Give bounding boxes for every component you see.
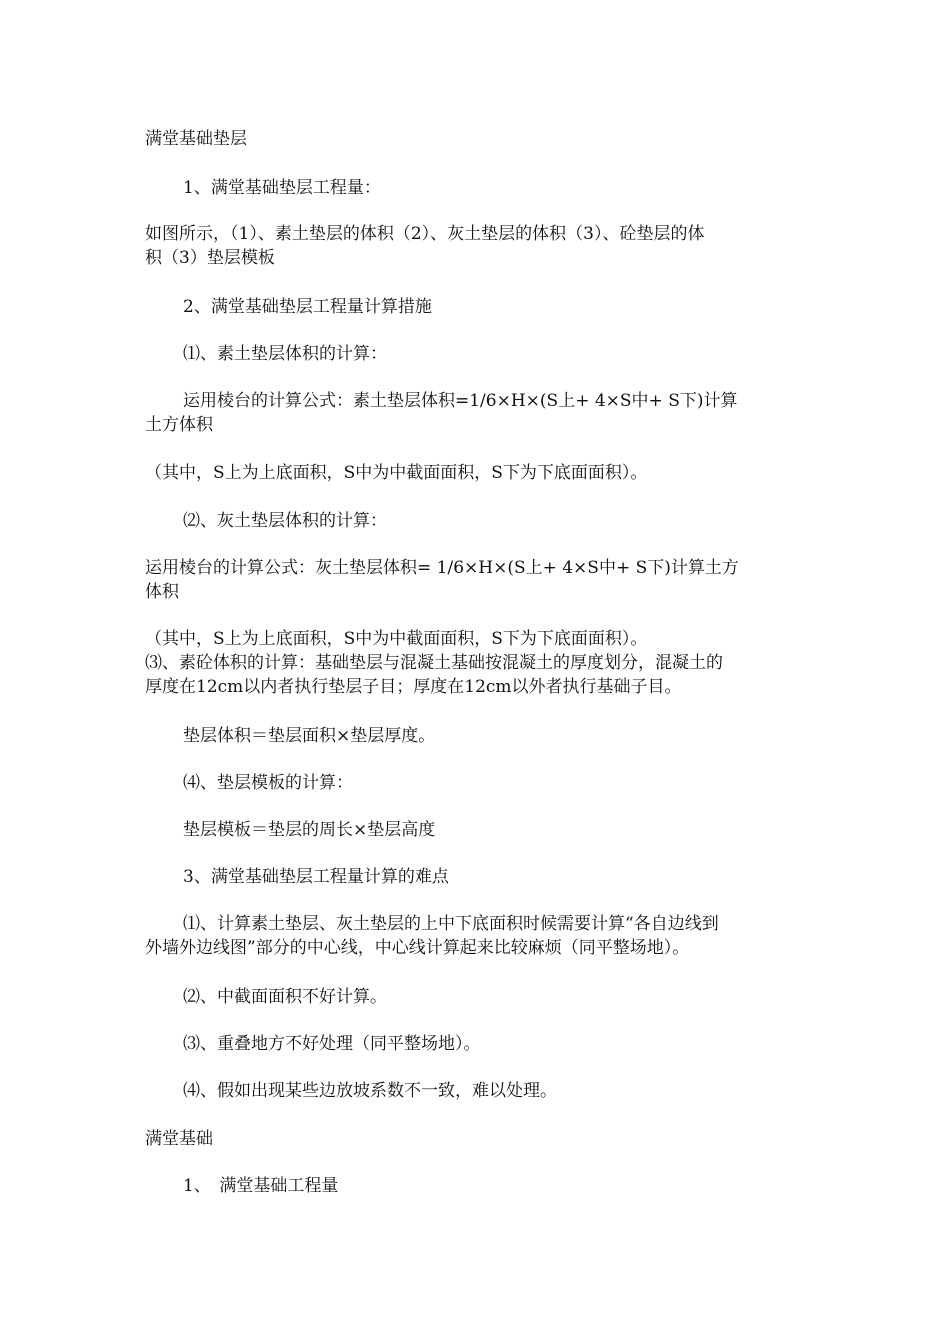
item-heading: ⑴、素土垫层体积的计算： [183,344,387,364]
list-item: ⑵、中截面面积不好计算。 [183,987,387,1007]
paragraph-line: （其中，S上为上底面积，S中为中截面面积，S下为下底面面积）。 [145,629,648,649]
formula-line: 垫层模板＝垫层的周长×垫层高度 [183,820,436,840]
item-heading: ⑷、垫层模板的计算： [183,773,353,793]
paragraph-line: 体积 [145,582,179,602]
section-heading-raft-foundation: 满堂基础 [145,1129,213,1149]
subheading-1: 1、 满堂基础工程量 [183,1176,339,1196]
paragraph-line: 厚度在12cm以内者执行垫层子目；厚度在12cm以外者执行基础子目。 [145,677,682,697]
paragraph-line: 积（3）垫层模板 [145,248,275,268]
subheading-3: 3、满堂基础垫层工程量计算的难点 [183,867,449,887]
item-heading: ⑵、灰土垫层体积的计算： [183,511,387,531]
paragraph-line: （其中，S上为上底面积，S中为中截面面积，S下为下底面面积）。 [145,463,648,483]
paragraph-line: 如图所示，（1）、素土垫层的体积（2）、灰土垫层的体积（3）、砼垫层的体 [145,224,705,244]
paragraph-line: 运用棱台的计算公式：灰土垫层体积= 1/6×H×(S上+ 4×S中+ S下)计算土方 [145,558,739,578]
paragraph-line: ⑶、素砼体积的计算：基础垫层与混凝土基础按混凝土的厚度划分，混凝土的 [145,653,723,673]
paragraph-line: 运用棱台的计算公式：素土垫层体积=1/6×H×(S上+ 4×S中+ S下)计算 [183,391,738,411]
list-item: ⑷、假如出现某些边放坡系数不一致，难以处理。 [183,1081,557,1101]
formula-line: 垫层体积＝垫层面积×垫层厚度。 [183,726,436,746]
paragraph-line: 外墙外边线图”部分的中心线，中心线计算起来比较麻烦（同平整场地）。 [145,938,690,958]
paragraph-line: 土方体积 [145,415,213,435]
list-item: ⑶、重叠地方不好处理（同平整场地）。 [183,1034,481,1054]
subheading-1: 1、满堂基础垫层工程量： [183,178,381,198]
subheading-2: 2、满堂基础垫层工程量计算措施 [183,297,432,317]
paragraph-line: ⑴、计算素土垫层、灰土垫层的上中下底面积时候需要计算“各自边线到 [183,914,719,934]
section-heading-raft-cushion: 满堂基础垫层 [145,129,247,149]
